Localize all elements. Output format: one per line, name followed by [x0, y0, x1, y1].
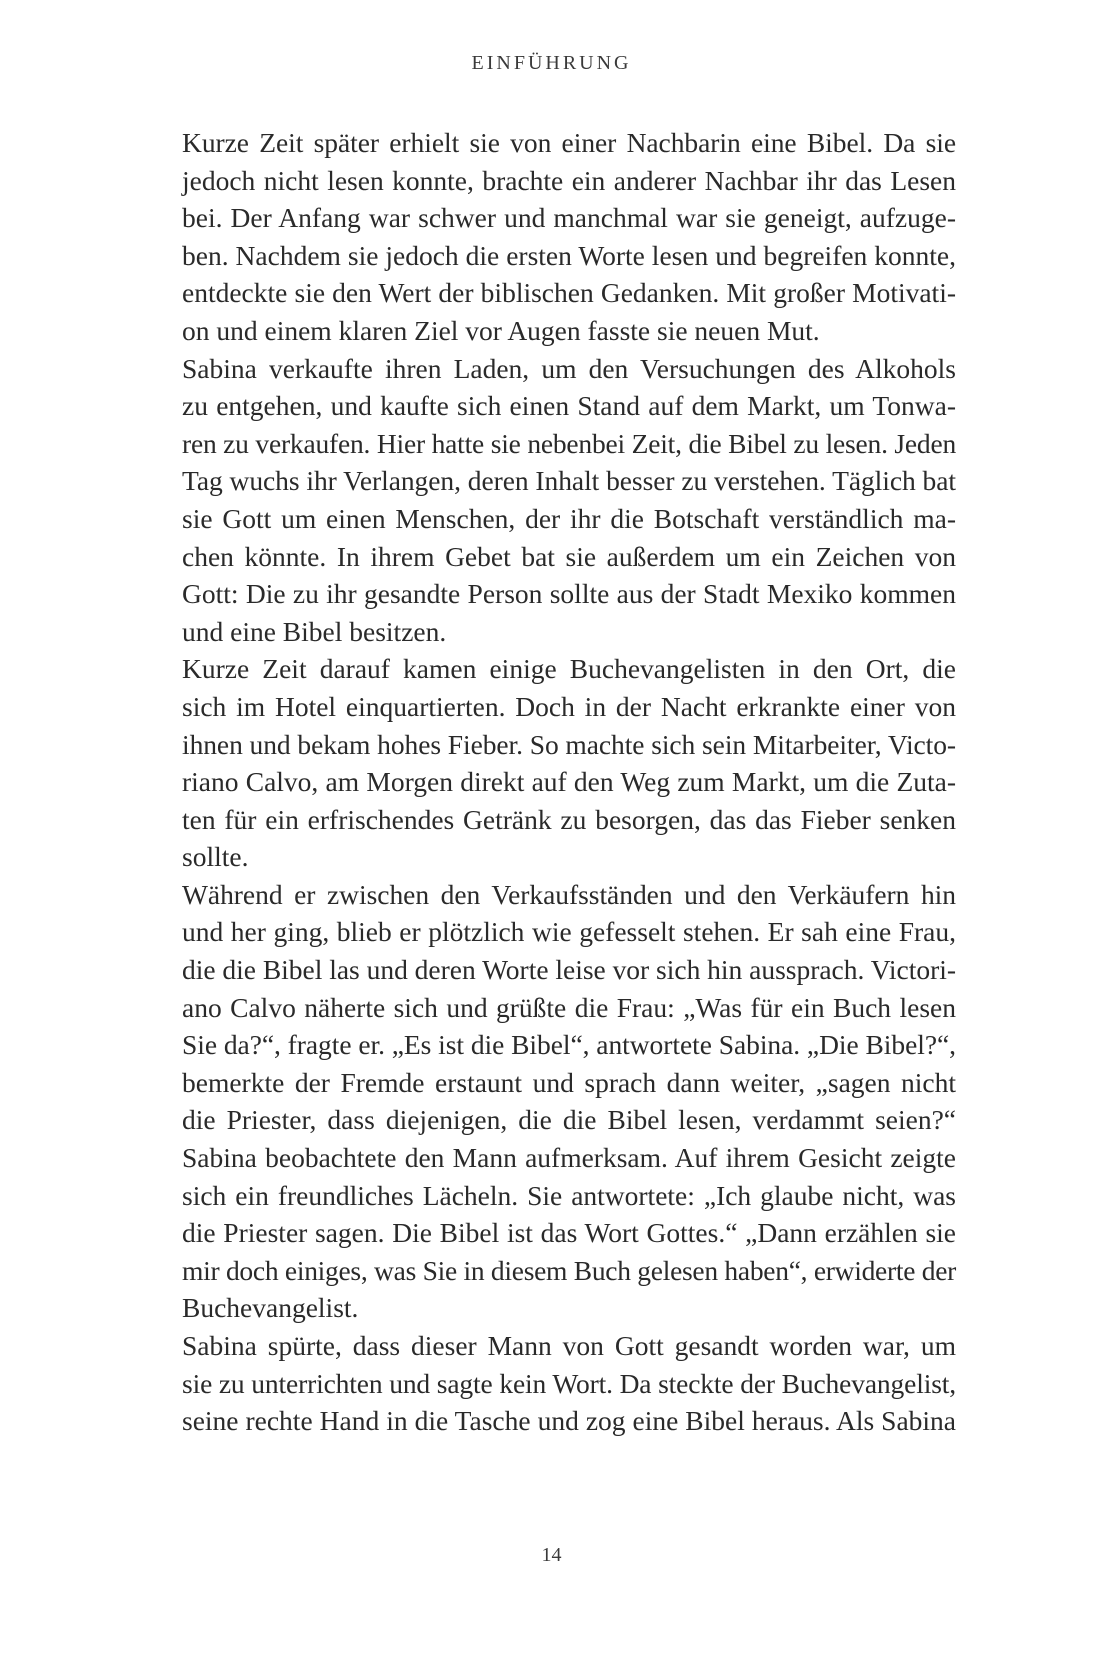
text-line: Kurze Zeit später erhielt sie von einer Nachbarin eine Bibel. Da sie — [182, 127, 956, 158]
text-line: Sabina beobachtete den Mann aufmerksam. Auf ihrem Gesicht zeigte — [182, 1142, 956, 1174]
text-line: die die Bibel las und deren Worte leise vor sich hin aussprach. Victori- — [182, 954, 956, 986]
text-line: Tag wuchs ihr Verlangen, deren Inhalt besser zu verstehen. Täglich bat — [182, 465, 956, 497]
text-line: ano Calvo näherte sich und grüßte die Frau: „Was für ein Buch lesen — [182, 991, 956, 1023]
text-line: sich im Hotel einquartierten. Doch in der Nacht erkrankte einer von — [182, 690, 956, 722]
paragraph-5 — [144, 1327, 956, 1440]
text-line: Während er zwischen den Verkaufsständen und den Verkäufern hin — [182, 878, 956, 910]
text-line: chen könnte. In ihrem Gebet bat sie außerdem um ein Zeichen von — [182, 540, 956, 572]
text-line: on und einem klaren Ziel vor Augen fasste sie neuen Mut. — [182, 314, 820, 346]
page-number: 14 — [541, 1544, 562, 1566]
text-line: ren zu verkaufen. Hier hatte sie nebenbei Zeit, die Bibel zu lesen. Jeden — [182, 427, 957, 459]
text-line: Kurze Zeit darauf kamen einige Buchevangelisten in den Ort, die — [182, 653, 956, 685]
paragraph-3 — [144, 650, 956, 876]
text-line: die Priester, dass diejenigen, die die Bibel lesen, verdammt seien?“ — [182, 1104, 956, 1136]
text-line: seine rechte Hand in die Tasche und zog eine Bibel heraus. Als Sabina — [182, 1405, 956, 1437]
text-line: ihnen und bekam hohes Fieber. So machte sich sein Mitarbeiter, Victo- — [182, 728, 956, 760]
text-line: zu entgehen, und kaufte sich einen Stand auf dem Markt, um Tonwa- — [182, 390, 956, 422]
text-line: Gott: Die zu ihr gesandte Person sollte aus der Stadt Mexiko kommen — [182, 578, 956, 610]
paragraph-1 — [144, 124, 956, 350]
text-line: die Priester sagen. Die Bibel ist das Wort Gottes.“ „Dann erzählen sie — [182, 1217, 956, 1249]
paragraph-4 — [144, 876, 956, 1327]
text-line: Buchevangelist. — [182, 1292, 359, 1324]
text-line: und her ging, blieb er plötzlich wie gefesselt stehen. Er sah eine Frau, — [182, 916, 956, 948]
body-text — [144, 124, 956, 1440]
text-line: riano Calvo, am Morgen direkt auf den Weg zum Markt, um die Zuta- — [182, 766, 956, 798]
text-line: Sie da?“, fragte er. „Es ist die Bibel“, antwortete Sabina. „Die Bibel?“, — [182, 1029, 956, 1061]
text-line: entdeckte sie den Wert der biblischen Gedanken. Mit großer Motivati- — [182, 277, 956, 309]
text-line: Sabina verkaufte ihren Laden, um den Versuchungen des Alkohols — [182, 352, 956, 384]
text-line: und eine Bibel besitzen. — [182, 615, 447, 647]
text-line: sollte. — [182, 841, 249, 873]
text-line: sie zu unterrichten und sagte kein Wort. Da steckte der Buchevangelist, — [182, 1367, 956, 1399]
running-header: EINFÜHRUNG — [471, 52, 632, 74]
text-line: sie Gott um einen Menschen, der ihr die Botschaft verständlich ma- — [182, 502, 956, 534]
text-line: mir doch einiges, was Sie in diesem Buch gelesen haben“, erwiderte der — [182, 1254, 957, 1286]
text-line: bei. Der Anfang war schwer und manchmal war sie geneigt, aufzuge- — [182, 202, 956, 234]
text-line: ten für ein erfrischendes Getränk zu besorgen, das das Fieber senken — [182, 803, 956, 835]
text-line: Sabina spürte, dass dieser Mann von Gott gesandt worden war, um — [182, 1330, 956, 1361]
paragraph-2 — [144, 350, 956, 651]
text-line: bemerkte der Fremde erstaunt und sprach dann weiter, „sagen nicht — [182, 1066, 956, 1098]
text-line: ben. Nachdem sie jedoch die ersten Worte lesen und begreifen konnte, — [182, 239, 956, 271]
text-line: jedoch nicht lesen konnte, brachte ein anderer Nachbar ihr das Lesen — [182, 164, 956, 196]
text-line: sich ein freundliches Lächeln. Sie antwortete: „Ich glaube nicht, was — [182, 1179, 956, 1211]
